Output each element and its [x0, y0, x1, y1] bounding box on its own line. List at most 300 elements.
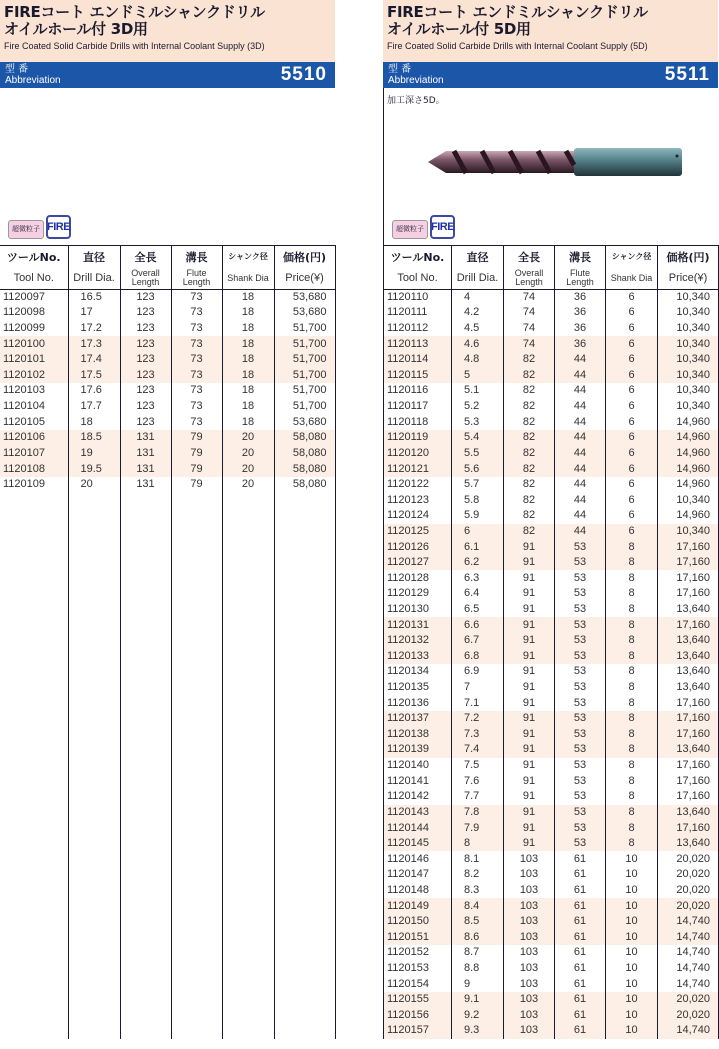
empty-cell: [171, 742, 222, 758]
empty-cell: [274, 976, 335, 992]
empty-cell: [171, 758, 222, 774]
table-row: [384, 602, 719, 618]
cell-drill-dia: 18: [68, 414, 120, 430]
cell-flute-length: 73: [171, 352, 222, 368]
empty-cell: [0, 1023, 68, 1039]
cell-overall-length: 91: [504, 570, 555, 586]
header-row-en: [0, 268, 335, 290]
empty-cell: [171, 649, 222, 665]
empty-cell: [0, 664, 68, 680]
cell-overall-length: 123: [120, 399, 171, 415]
cell-drill-dia: 7.6: [452, 773, 504, 789]
cell-flute-length: 44: [555, 399, 606, 415]
empty-cell: [171, 555, 222, 571]
empty-cell: [222, 524, 274, 540]
cell-drill-dia: 5: [452, 368, 504, 384]
empty-cell: [222, 929, 274, 945]
empty-row: [0, 945, 335, 961]
empty-cell: [222, 1008, 274, 1024]
cell-flute-length: 53: [555, 602, 606, 618]
cell-price: 58,080: [274, 446, 335, 462]
empty-row: [0, 680, 335, 696]
empty-cell: [0, 851, 68, 867]
empty-cell: [222, 711, 274, 727]
table-row: [0, 352, 335, 368]
empty-cell: [68, 586, 120, 602]
empty-cell: [274, 961, 335, 977]
empty-row: [0, 851, 335, 867]
empty-cell: [274, 789, 335, 805]
empty-cell: [68, 649, 120, 665]
empty-cell: [0, 555, 68, 571]
cell-flute-length: 61: [555, 1023, 606, 1039]
empty-cell: [68, 727, 120, 743]
empty-cell: [120, 867, 171, 883]
empty-cell: [222, 851, 274, 867]
cell-drill-dia: 17.5: [68, 368, 120, 384]
cell-price: 17,160: [658, 727, 719, 743]
empty-cell: [120, 789, 171, 805]
cell-shank-dia: 8: [606, 695, 658, 711]
th-flute-length: 溝長: [555, 246, 606, 268]
fire-badge-icon: [46, 215, 71, 239]
empty-cell: [274, 711, 335, 727]
empty-cell: [171, 961, 222, 977]
empty-cell: [171, 727, 222, 743]
cell-shank-dia: 20: [222, 430, 274, 446]
cell-drill-dia: 7.8: [452, 805, 504, 821]
empty-cell: [120, 586, 171, 602]
cell-shank-dia: 20: [222, 461, 274, 477]
cell-shank-dia: 10: [606, 961, 658, 977]
empty-cell: [68, 945, 120, 961]
fire-badge-text: FIRE: [46, 221, 71, 233]
cell-price: 13,640: [658, 649, 719, 665]
empty-cell: [0, 789, 68, 805]
empty-cell: [171, 992, 222, 1008]
cell-price: 14,960: [658, 414, 719, 430]
cell-overall-length: 91: [504, 633, 555, 649]
cell-flute-length: 79: [171, 446, 222, 462]
cell-flute-length: 53: [555, 680, 606, 696]
cell-shank-dia: 6: [606, 336, 658, 352]
cell-tool-no: 1120101: [0, 352, 68, 368]
empty-cell: [68, 617, 120, 633]
cell-flute-length: 73: [171, 399, 222, 415]
th-drill-dia: 直径: [68, 246, 120, 268]
empty-cell: [171, 1008, 222, 1024]
cell-tool-no: 1120131: [384, 617, 452, 633]
table-row: [384, 789, 719, 805]
empty-cell: [222, 758, 274, 774]
table-row: [384, 461, 719, 477]
cell-shank-dia: 10: [606, 929, 658, 945]
cell-shank-dia: 20: [222, 446, 274, 462]
table-row: [0, 477, 335, 493]
cell-drill-dia: 9.3: [452, 1023, 504, 1039]
empty-cell: [68, 602, 120, 618]
cell-price: 51,700: [274, 368, 335, 384]
cell-drill-dia: 6.6: [452, 617, 504, 633]
empty-cell: [274, 539, 335, 555]
cell-overall-length: 123: [120, 290, 171, 306]
cell-tool-no: 1120128: [384, 570, 452, 586]
empty-cell: [274, 945, 335, 961]
cell-shank-dia: 8: [606, 680, 658, 696]
empty-cell: [222, 914, 274, 930]
cell-drill-dia: 6.9: [452, 664, 504, 680]
table-row: [0, 414, 335, 430]
cell-overall-length: 91: [504, 742, 555, 758]
table-row: [384, 446, 719, 462]
empty-cell: [68, 929, 120, 945]
cell-price: 20,020: [658, 867, 719, 883]
empty-cell: [68, 820, 120, 836]
cell-drill-dia: 6.8: [452, 649, 504, 665]
cell-tool-no: 1120139: [384, 742, 452, 758]
empty-cell: [0, 867, 68, 883]
cell-shank-dia: 6: [606, 399, 658, 415]
empty-cell: [68, 664, 120, 680]
cell-shank-dia: 10: [606, 851, 658, 867]
empty-cell: [120, 805, 171, 821]
cell-tool-no: 1120115: [384, 368, 452, 384]
empty-row: [0, 711, 335, 727]
empty-cell: [274, 929, 335, 945]
empty-cell: [171, 711, 222, 727]
cell-shank-dia: 10: [606, 1008, 658, 1024]
th-en-flute-length: Flute Length: [555, 268, 606, 290]
cell-drill-dia: 6.3: [452, 570, 504, 586]
cell-tool-no: 1120138: [384, 727, 452, 743]
cell-shank-dia: 18: [222, 290, 274, 306]
cell-drill-dia: 6.4: [452, 586, 504, 602]
cell-drill-dia: 4.8: [452, 352, 504, 368]
cell-overall-length: 103: [504, 851, 555, 867]
table-row: [384, 508, 719, 524]
empty-cell: [222, 633, 274, 649]
empty-cell: [68, 539, 120, 555]
cell-drill-dia: 8.7: [452, 945, 504, 961]
cell-shank-dia: 10: [606, 914, 658, 930]
table-body: [0, 290, 335, 1039]
product-code: 5511: [664, 64, 710, 85]
cell-drill-dia: 6.2: [452, 555, 504, 571]
cell-tool-no: 1120145: [384, 836, 452, 852]
cell-price: 51,700: [274, 383, 335, 399]
cell-overall-length: 103: [504, 929, 555, 945]
cell-price: 51,700: [274, 336, 335, 352]
cell-shank-dia: 6: [606, 492, 658, 508]
cell-tool-no: 1120149: [384, 898, 452, 914]
empty-cell: [68, 758, 120, 774]
cell-price: 14,960: [658, 446, 719, 462]
cell-drill-dia: 8.5: [452, 914, 504, 930]
empty-cell: [274, 742, 335, 758]
cell-tool-no: 1120135: [384, 680, 452, 696]
cell-drill-dia: 8: [452, 836, 504, 852]
empty-cell: [274, 851, 335, 867]
empty-cell: [120, 649, 171, 665]
cell-shank-dia: 8: [606, 539, 658, 555]
cell-overall-length: 82: [504, 446, 555, 462]
cell-shank-dia: 6: [606, 383, 658, 399]
table-row: [384, 524, 719, 540]
cell-overall-length: 91: [504, 695, 555, 711]
cell-drill-dia: 9.2: [452, 1008, 504, 1024]
th-tool-no: ツールNo.: [384, 246, 452, 268]
cell-tool-no: 1120098: [3, 306, 46, 319]
table-row: [0, 290, 335, 306]
empty-cell: [68, 867, 120, 883]
empty-cell: [120, 758, 171, 774]
cell-shank-dia: 18: [222, 414, 274, 430]
empty-cell: [120, 508, 171, 524]
cell-overall-length: 123: [120, 336, 171, 352]
empty-cell: [222, 508, 274, 524]
cell-overall-length: 91: [504, 711, 555, 727]
cell-overall-length: 123: [120, 383, 171, 399]
cell-shank-dia: 8: [606, 602, 658, 618]
cell-drill-dia: 9: [452, 976, 504, 992]
cell-overall-length: 74: [504, 290, 555, 306]
table-row: [384, 867, 719, 883]
cell-overall-length: 103: [504, 867, 555, 883]
cell-flute-length: 61: [555, 914, 606, 930]
cell-flute-length: 61: [555, 883, 606, 899]
cell-tool-no: 1120126: [384, 539, 452, 555]
cell-flute-length: 53: [555, 789, 606, 805]
empty-cell: [68, 851, 120, 867]
cell-drill-dia: 7.4: [452, 742, 504, 758]
cell-flute-length: 36: [555, 290, 606, 306]
cell-drill-dia: 7.2: [452, 711, 504, 727]
empty-cell: [0, 649, 68, 665]
cell-price: 13,640: [658, 742, 719, 758]
empty-cell: [0, 570, 68, 586]
cell-price: 58,080: [274, 430, 335, 446]
cell-flute-length: 53: [555, 836, 606, 852]
empty-row: [0, 789, 335, 805]
cell-flute-length: 44: [555, 430, 606, 446]
cell-tool-no: 1120155: [384, 992, 452, 1008]
empty-cell: [274, 758, 335, 774]
empty-cell: [222, 867, 274, 883]
empty-cell: [120, 711, 171, 727]
cell-shank-dia: 8: [606, 742, 658, 758]
cell-price: 14,960: [658, 430, 719, 446]
empty-row: [0, 898, 335, 914]
empty-cell: [120, 680, 171, 696]
empty-cell: [120, 555, 171, 571]
cell-flute-length: 44: [555, 446, 606, 462]
abbreviation-band: [383, 62, 718, 88]
cell-tool-no: 1120141: [384, 773, 452, 789]
cell-shank-dia: 18: [222, 352, 274, 368]
cell-overall-length: 103: [504, 945, 555, 961]
empty-cell: [171, 539, 222, 555]
cell-shank-dia: 6: [606, 290, 658, 306]
cell-overall-length: 131: [120, 446, 171, 462]
cell-tool-no: 1120137: [384, 711, 452, 727]
empty-row: [0, 1008, 335, 1024]
cell-drill-dia: 17: [68, 305, 120, 321]
cell-price: 13,640: [658, 633, 719, 649]
cell-drill-dia: 5.2: [452, 399, 504, 415]
th-price: 価格(円): [274, 246, 335, 268]
table-row: [384, 649, 719, 665]
table-row: [384, 929, 719, 945]
cell-overall-length: 82: [504, 399, 555, 415]
table-row: [384, 430, 719, 446]
th-tool-no: ツールNo.: [0, 246, 68, 268]
cell-overall-length: 91: [504, 836, 555, 852]
cell-overall-length: 91: [504, 555, 555, 571]
empty-cell: [222, 742, 274, 758]
empty-cell: [0, 883, 68, 899]
title-jp-line2: オイルホール付 3D用: [4, 20, 148, 38]
cell-tool-no: 1120150: [384, 914, 452, 930]
empty-cell: [222, 820, 274, 836]
cell-tool-no: 1120153: [384, 961, 452, 977]
empty-cell: [222, 898, 274, 914]
cell-tool-no: 1120119: [384, 430, 452, 446]
cell-drill-dia: 8.2: [452, 867, 504, 883]
empty-cell: [120, 945, 171, 961]
table-row: [384, 617, 719, 633]
cell-shank-dia: 6: [606, 508, 658, 524]
cell-price: 53,680: [274, 414, 335, 430]
badges: [392, 215, 455, 239]
cell-overall-length: 91: [504, 773, 555, 789]
th-flute-length: 溝長: [171, 246, 222, 268]
th-price: 価格(円): [658, 246, 719, 268]
cell-price: 17,160: [658, 570, 719, 586]
empty-row: [0, 524, 335, 540]
cell-drill-dia: 7.1: [452, 695, 504, 711]
empty-cell: [171, 508, 222, 524]
title-jp-line2: オイルホール付 5D用: [387, 20, 531, 38]
cell-price: 51,700: [274, 352, 335, 368]
cell-drill-dia: 5.9: [452, 508, 504, 524]
cell-shank-dia: 8: [606, 820, 658, 836]
th-en-flute-length: Flute Length: [171, 268, 222, 290]
cell-drill-dia: 7: [452, 680, 504, 696]
cell-flute-length: 73: [171, 336, 222, 352]
empty-cell: [0, 929, 68, 945]
cell-drill-dia: 4: [452, 290, 504, 306]
empty-row: [0, 805, 335, 821]
empty-cell: [274, 727, 335, 743]
cell-overall-length: 103: [504, 883, 555, 899]
header-row-en: [384, 268, 719, 290]
cell-overall-length: 123: [120, 368, 171, 384]
cell-overall-length: 74: [504, 305, 555, 321]
empty-cell: [171, 602, 222, 618]
table-row: [384, 570, 719, 586]
empty-cell: [120, 914, 171, 930]
empty-cell: [0, 602, 68, 618]
badges: [8, 215, 71, 239]
empty-row: [0, 727, 335, 743]
empty-cell: [120, 929, 171, 945]
cell-drill-dia: 20: [68, 477, 120, 493]
empty-cell: [0, 992, 68, 1008]
cell-price: 17,160: [658, 820, 719, 836]
cell-tool-no: 1120123: [384, 492, 452, 508]
cell-flute-length: 53: [555, 820, 606, 836]
cell-flute-length: 61: [555, 867, 606, 883]
cell-shank-dia: 8: [606, 773, 658, 789]
empty-cell: [171, 898, 222, 914]
cell-price: 10,340: [658, 290, 719, 306]
table-row: [0, 446, 335, 462]
title-block: [383, 0, 718, 62]
empty-cell: [68, 492, 120, 508]
cell-price: 10,340: [658, 336, 719, 352]
empty-cell: [120, 836, 171, 852]
empty-cell: [274, 570, 335, 586]
cell-tool-no: 1120100: [0, 336, 68, 352]
empty-cell: [171, 586, 222, 602]
empty-cell: [0, 758, 68, 774]
cell-overall-length: 103: [504, 1023, 555, 1039]
cell-drill-dia: 4.6: [452, 336, 504, 352]
table-row: [384, 805, 719, 821]
abbr-jp: 型 番: [5, 64, 29, 75]
cell-drill-dia: 5.6: [452, 461, 504, 477]
cell-drill-dia: 6: [452, 524, 504, 540]
empty-cell: [274, 633, 335, 649]
table-row: [384, 664, 719, 680]
cell-price: 58,080: [274, 461, 335, 477]
cell-tool-no: 1120127: [384, 555, 452, 571]
table-row: [0, 321, 335, 337]
empty-cell: [0, 976, 68, 992]
cell-flute-length: 61: [555, 929, 606, 945]
cell-drill-dia: 7.3: [452, 727, 504, 743]
table-row: [384, 680, 719, 696]
empty-cell: [0, 773, 68, 789]
empty-row: [0, 664, 335, 680]
cell-tool-no: 1120122: [384, 477, 452, 493]
table-row: [384, 352, 719, 368]
cell-shank-dia: 6: [606, 321, 658, 337]
cell-flute-length: 79: [171, 461, 222, 477]
cell-overall-length: 103: [504, 961, 555, 977]
cell-flute-length: 44: [555, 492, 606, 508]
cell-shank-dia: 6: [606, 368, 658, 384]
empty-row: [0, 961, 335, 977]
empty-cell: [68, 961, 120, 977]
empty-cell: [171, 851, 222, 867]
cell-drill-dia: 8.4: [452, 898, 504, 914]
table-row: [384, 727, 719, 743]
cell-price: 14,740: [658, 929, 719, 945]
cell-drill-dia: 8.1: [452, 851, 504, 867]
cell-tool-no: 1120157: [384, 1023, 452, 1039]
cell-tool-no: 1120107: [0, 446, 68, 462]
th-en-drill-dia: Drill Dia.: [68, 268, 120, 290]
empty-cell: [171, 836, 222, 852]
empty-cell: [120, 773, 171, 789]
th-overall-length: 全長: [120, 246, 171, 268]
empty-cell: [68, 836, 120, 852]
title-block: [0, 0, 335, 62]
cell-shank-dia: 8: [606, 664, 658, 680]
cell-tool-no: 1120154: [384, 976, 452, 992]
cell-overall-length: 123: [120, 305, 171, 321]
